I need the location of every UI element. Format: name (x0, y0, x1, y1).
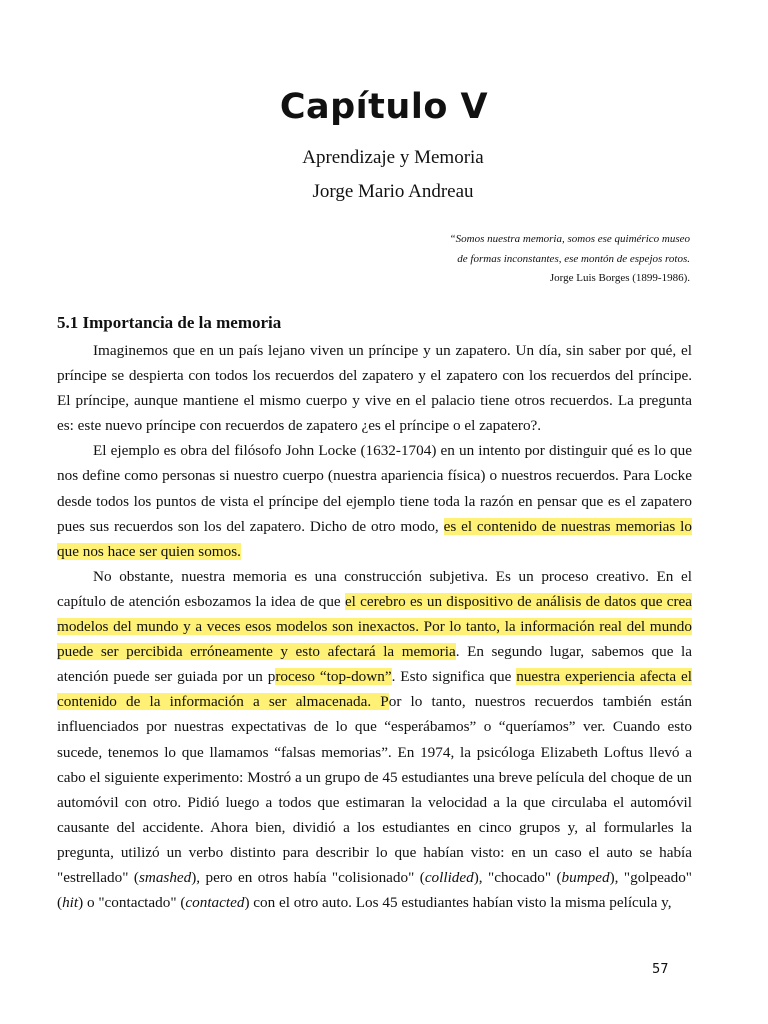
paragraph-1 (57, 338, 692, 438)
highlight-experience: nuestra experiencia afecta el contenido de la información a ser almacenada. P (57, 668, 692, 711)
paragraph-3-text-a: No obstante, nuestra memoria es una construcción subjetiva. Es un proceso creativo. En el capítulo de atención esbozamos la idea de que (57, 567, 692, 610)
highlight-brain-models: el cerebro es un dispositivo de análisis de datos que crea modelos del mundo y a veces esos modelos son inexactos. Por lo tanto, la información real del mundo puede ser percibida erróneamente y esto afectará la memoria (57, 592, 693, 661)
paragraph-3-text-d: or lo tanto, nuestros recuerdos también están influenciados por nuestras expectativas de lo que “esperábamos” o “queríamos” ver. Cuando esto sucede, tenemos lo que llamamos “falsas memorias”. En 1974, la psicóloga Elizabeth Loftus llevó a cabo el siguiente experimento: Mostró a un grupo de 45 estudiantes una breve película del choque de un automóvil con otro. Pidió luego a todos que estimaran la velocidad a la que circulaba el automóvil causante del accidente. Ahora bien, dividió a los estudiantes en cinco grupos y, al formularles la pregunta, utilizó un verbo distinto para describir lo que habían visto: en un caso el auto se había "estrellado" ( (57, 693, 692, 886)
paragraph-3-text-g: ), "golpeado" ( (57, 868, 692, 912)
term-collided: collided (424, 868, 474, 886)
page-number: 57 (652, 962, 669, 977)
epigraph (330, 230, 690, 289)
term-contacted: contacted (185, 894, 245, 912)
paragraph-3-text-b: . En segundo lugar, sabemos que la atención puede ser guiada por un p (57, 643, 692, 686)
paragraph-3-text-j: ) con el otro auto. Los 45 estudiantes habían visto la misma película y, (244, 894, 672, 912)
term-hit: hit (62, 894, 79, 912)
paragraph-2 (57, 438, 692, 563)
paragraph-3-text-f: ), "chocado" ( (473, 868, 562, 886)
paragraph-3-text-e: ), pero en otros había "colisionado" ( (191, 868, 425, 886)
section-heading: 5.1 Importancia de la memoria (57, 313, 282, 332)
epigraph-line-1: “Somos nuestra memoria, somos ese quimérico museo (449, 233, 690, 245)
highlight-memory-identity: es el contenido de nuestras memorias lo que nos hace ser quien somos. (57, 517, 692, 560)
paragraph-1-text: Imaginemos que en un país lejano viven un príncipe y un zapatero. Un día, sin saber por qué, el príncipe se despierta con todos los recuerdos del zapatero y el zapatero con los recuerdos del príncipe. El príncipe, aunque mantiene el mismo cuerpo y vive en el palacio tiene otros recuerdos. La pregunta es: este nuevo príncipe con recuerdos de zapatero ¿es el príncipe o el zapatero?. (57, 342, 692, 435)
term-bumped: bumped (561, 868, 610, 886)
paragraph-2-text: El ejemplo es obra del filósofo John Locke (1632-1704) en un intento por distinguir qué es lo que nos define como personas si nuestro cuerpo (nuestra apariencia física) o nuestros recuerdos. Para Locke desde todos los puntos de vista el príncipe del ejemplo tiene toda la razón en pensar que es el zapatero pues sus recuerdos son los del zapatero. Dicho de otro modo, (57, 442, 692, 535)
epigraph-line-2: de formas inconstantes, ese montón de espejos rotos. (457, 252, 690, 265)
chapter-subtitle: Aprendizaje y Memoria (302, 147, 484, 168)
epigraph-source: Jorge Luis Borges (1899-1986). (549, 272, 690, 284)
paragraph-3-text-h: ) o "contactado" ( (78, 894, 186, 912)
term-smashed: smashed (138, 868, 192, 886)
highlight-top-down: roceso “top-down” (275, 668, 392, 686)
paragraph-3-text-c: . Esto significa que (391, 668, 517, 686)
chapter-title: Capítulo V (279, 87, 489, 127)
paragraph-3 (57, 564, 692, 915)
body-text (57, 338, 692, 915)
chapter-author: Jorge Mario Andreau (312, 181, 474, 202)
